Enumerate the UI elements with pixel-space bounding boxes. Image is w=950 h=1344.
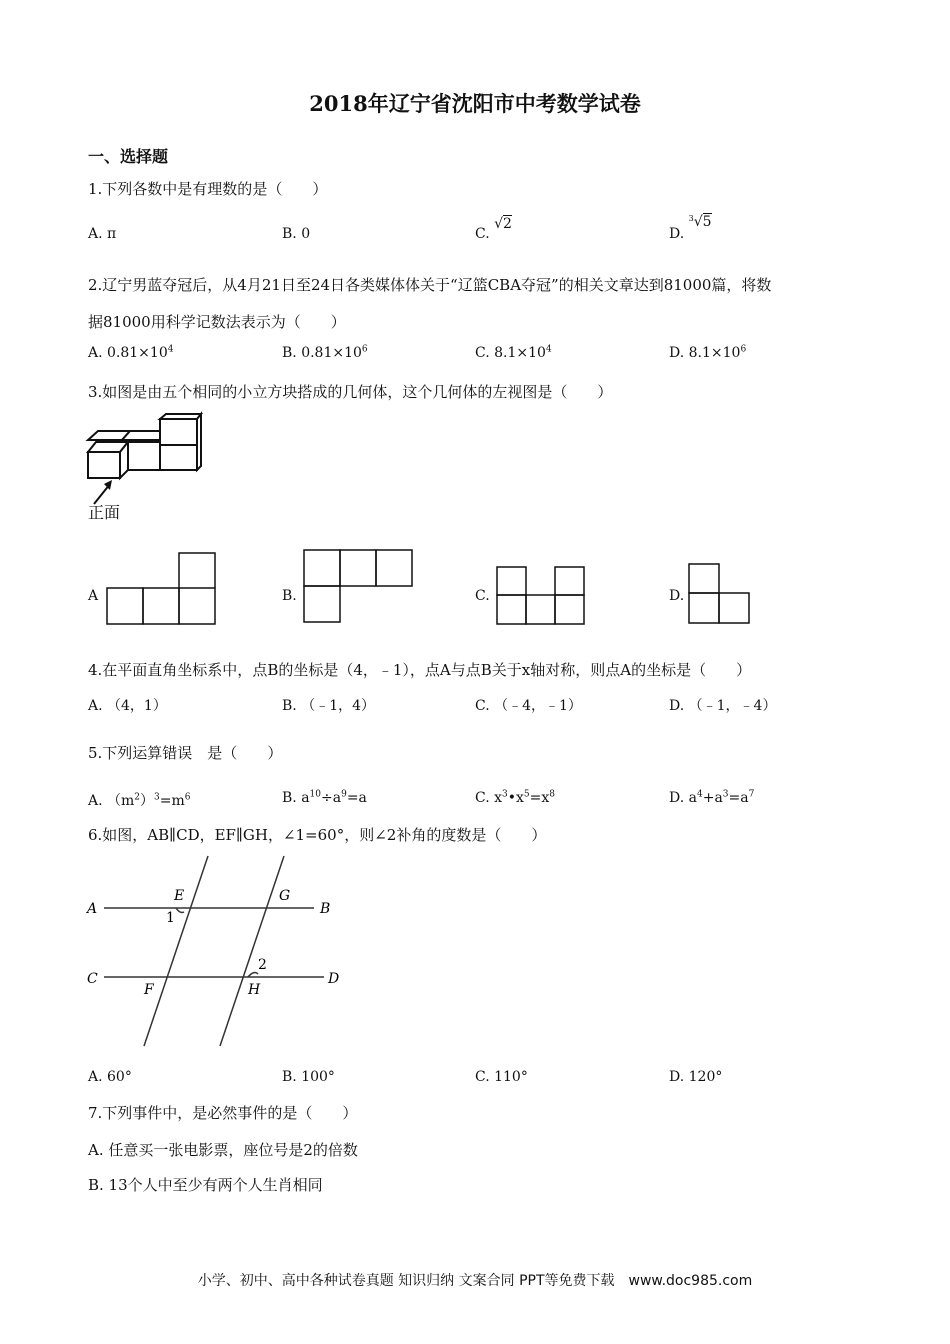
q5-c-exp2: 5 xyxy=(523,789,530,800)
q5-a-exp3: 6 xyxy=(184,792,191,803)
line-gh xyxy=(220,856,284,1046)
label-angle-2: 2 xyxy=(258,957,267,973)
q2-option-a-base: A. 0.81×10 xyxy=(88,345,168,361)
q5-a-exp1: 2 xyxy=(134,792,141,803)
parallel-lines-figure xyxy=(84,852,354,1052)
q7-stem: 7.下列事件中，是必然事件的是（ ） xyxy=(88,1104,358,1122)
line-ef xyxy=(144,856,208,1046)
q5-d-exp2: 3 xyxy=(722,789,729,800)
q6-option-d: D. 120° xyxy=(669,1069,723,1085)
q5-a-exp2: 3 xyxy=(154,792,160,803)
q5-option-a xyxy=(88,790,191,810)
q5-d-exp1: 4 xyxy=(696,789,703,800)
q2-option-c xyxy=(475,345,552,361)
q4-option-d: D. （﹣1，﹣4） xyxy=(669,698,777,714)
q4-option-a: A. （4，1） xyxy=(88,698,167,714)
q1-option-d-label: D. xyxy=(669,226,685,242)
q4-option-b: B. （﹣1，4） xyxy=(282,698,376,714)
q3-option-d-figure xyxy=(688,563,752,625)
q7-option-a: A. 任意买一张电影票，座位号是2的倍数 xyxy=(88,1141,358,1159)
cube-root-index: 3 xyxy=(688,214,694,223)
q1-option-b: B. 0 xyxy=(282,226,311,242)
q6-stem: 6.如图，AB∥CD，EF∥GH，∠1=60°，则∠2补角的度数是（ ） xyxy=(88,826,547,844)
label-angle-1: 1 xyxy=(166,910,175,926)
label-e: E xyxy=(174,888,185,904)
q5-c-part3: =x xyxy=(529,790,550,806)
q6-option-c: C. 110° xyxy=(475,1069,528,1085)
q5-c-part2: •x xyxy=(507,790,524,806)
section-heading: 一、选择题 xyxy=(88,147,169,166)
q1-option-a: A. π xyxy=(88,226,117,242)
q5-a-part3: =m xyxy=(159,793,185,809)
q5-stem: 5.下列运算错误 是（ ） xyxy=(88,744,283,762)
front-label: 正面 xyxy=(88,503,121,522)
q2-option-d-exp: 6 xyxy=(740,344,747,355)
q3-option-a-label: A xyxy=(88,588,99,604)
label-g: G xyxy=(279,888,291,904)
q2-option-a-exp: 4 xyxy=(167,344,174,355)
q2-option-b xyxy=(282,345,368,361)
q2-option-d-base: D. 8.1×10 xyxy=(669,345,741,361)
q4-stem: 4.在平面直角坐标系中，点B的坐标是（4，﹣1），点A与点B关于x轴对称，则点A的坐标是（ ） xyxy=(88,661,752,679)
q5-d-part2: +a xyxy=(702,790,723,806)
q6-option-b: B. 100° xyxy=(282,1069,335,1085)
q6-option-a: A. 60° xyxy=(88,1069,132,1085)
sqrt-symbol: √2 xyxy=(494,216,512,232)
q2-option-c-base: C. 8.1×10 xyxy=(475,345,546,361)
q3-option-a-figure xyxy=(106,552,216,626)
q1-option-c xyxy=(475,216,512,242)
label-a: A xyxy=(87,901,98,917)
label-h: H xyxy=(248,982,261,998)
q7-option-b: B. 13个人中至少有两个人生肖相同 xyxy=(88,1176,323,1194)
q3-stem: 3.如图是由五个相同的小立方块搭成的几何体，这个几何体的左视图是（ ） xyxy=(88,383,613,401)
q3-option-d-label: D. xyxy=(669,588,685,604)
q5-a-part1: A. （m xyxy=(88,793,135,809)
q2-option-b-exp: 6 xyxy=(361,344,368,355)
q3-option-b-label: B. xyxy=(282,588,297,604)
q2-option-c-exp: 4 xyxy=(545,344,552,355)
q2-option-d xyxy=(669,345,746,361)
q2-stem-line2: 据81000用科学记数法表示为（ ） xyxy=(88,313,346,331)
q1-stem: 1.下列各数中是有理数的是（ ） xyxy=(88,180,328,198)
label-b: B xyxy=(320,901,331,917)
q2-option-a xyxy=(88,345,173,361)
q5-option-d xyxy=(669,790,754,806)
q3-option-b-figure xyxy=(303,549,415,623)
q5-d-part1: D. a xyxy=(669,790,697,806)
q5-c-part1: C. x xyxy=(475,790,503,806)
q5-b-part2: ÷a xyxy=(321,790,342,806)
q5-b-part1: B. a xyxy=(282,790,310,806)
q3-option-c-label: C. xyxy=(475,588,490,604)
q1-option-d: D. $^3$√5 xyxy=(669,214,712,242)
q1-option-d-value: 5 xyxy=(702,214,712,230)
q5-b-part3: =a xyxy=(346,790,367,806)
q5-option-b xyxy=(282,790,367,806)
label-d: D xyxy=(328,971,340,987)
q5-option-c xyxy=(475,790,555,806)
q5-a-part2: ） xyxy=(140,793,155,809)
q5-d-exp3: 7 xyxy=(748,789,755,800)
q5-c-exp1: 3 xyxy=(502,789,508,800)
q1-option-c-value: 2 xyxy=(503,216,512,232)
page-footer: 小学、初中、高中各种试卷真题 知识归纳 文案合同 PPT等免费下载 www.doc985.com xyxy=(197,1273,753,1289)
q1-option-c-label: C. xyxy=(475,226,490,242)
q5-b-exp1: 10 xyxy=(309,789,321,800)
q3-option-c-figure xyxy=(496,566,588,626)
page-title: 2018年辽宁省沈阳市中考数学试卷 xyxy=(309,91,641,116)
q4-option-c: C. （﹣4，﹣1） xyxy=(475,698,582,714)
label-c: C xyxy=(87,971,98,987)
q5-c-exp3: 8 xyxy=(549,789,556,800)
q2-option-b-base: B. 0.81×10 xyxy=(282,345,362,361)
label-f: F xyxy=(144,982,154,998)
q2-stem-line1: 2.辽宁男蓝夺冠后，从4月21日至24日各类媒体体关于“辽篮CBA夺冠”的相关文章达到81000篇，将数 xyxy=(88,276,772,294)
q5-b-exp2: 9 xyxy=(341,789,347,800)
q5-d-part3: =a xyxy=(728,790,749,806)
